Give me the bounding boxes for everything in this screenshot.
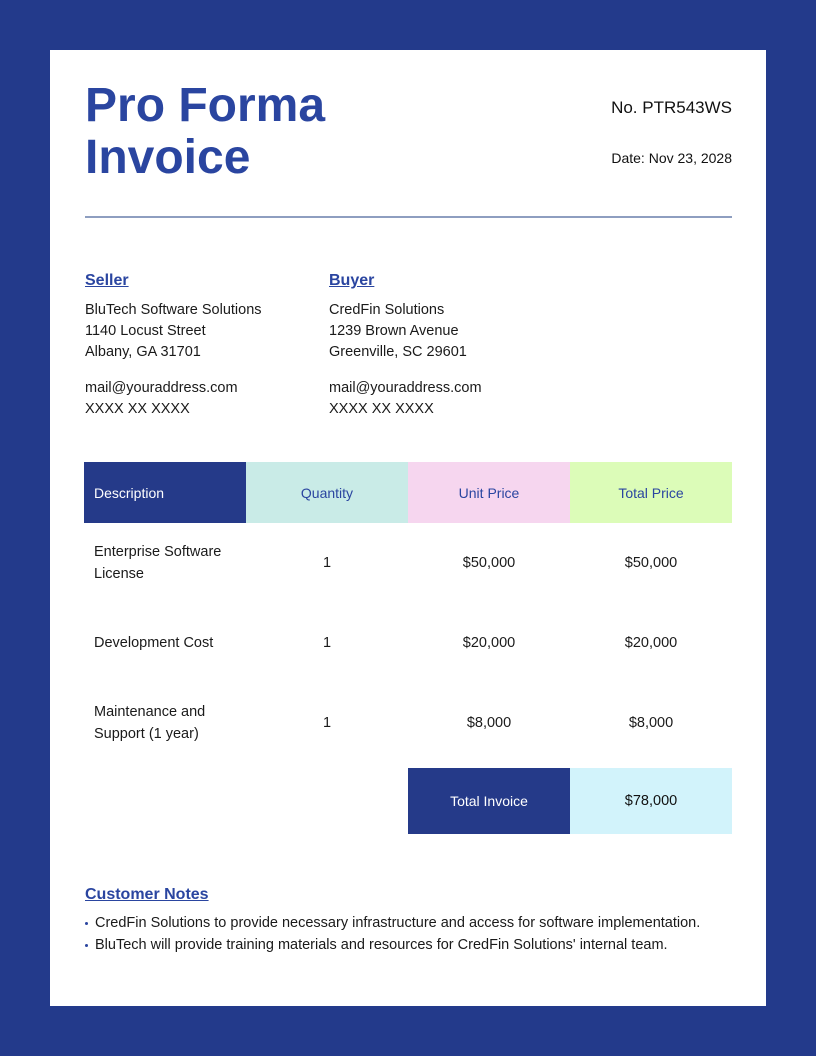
- notes-heading: Customer Notes: [85, 886, 209, 903]
- page-title: [85, 80, 325, 184]
- seller-name: BluTech Software Solutions: [85, 302, 262, 318]
- header-divider: [85, 216, 732, 218]
- row-description: [84, 541, 246, 585]
- row-description: [84, 632, 246, 654]
- row-unit-price: $20,000: [462, 635, 516, 651]
- seller-phone: XXXX XX XXXX: [85, 401, 190, 417]
- seller-heading: Seller: [85, 272, 129, 289]
- invoice-number: No. PTR543WS: [611, 98, 732, 117]
- row-total-price: $8,000: [628, 715, 674, 731]
- customer-notes: [85, 886, 700, 956]
- title-line-2: Invoice: [85, 131, 251, 184]
- row-description-line-1: Maintenance and: [94, 704, 206, 720]
- row-total-price: $20,000: [624, 635, 678, 651]
- seller-block: [85, 270, 262, 420]
- title-line-1: Pro Forma: [85, 79, 326, 132]
- seller-email: mail@youraddress.com: [85, 380, 238, 396]
- row-total-price: $50,000: [624, 555, 678, 571]
- buyer-city: Greenville, SC 29601: [329, 344, 467, 360]
- header-quantity: Quantity: [246, 462, 408, 523]
- row-description-line-1: Development Cost: [94, 635, 214, 651]
- buyer-email: mail@youraddress.com: [329, 380, 482, 396]
- items-table: [84, 462, 732, 763]
- list-item: [85, 934, 700, 956]
- total-invoice-label: Total Invoice: [408, 768, 570, 834]
- seller-street: 1140 Locust Street: [85, 323, 206, 339]
- note-text: CredFin Solutions to provide necessary infrastructure and access for software implementation.: [95, 915, 701, 931]
- row-unit-price: $8,000: [466, 715, 512, 731]
- notes-list: [85, 912, 700, 956]
- table-row: [84, 523, 732, 603]
- buyer-phone: XXXX XX XXXX: [329, 401, 434, 417]
- row-description-line-1: Enterprise Software: [94, 544, 222, 560]
- buyer-block: [329, 270, 482, 420]
- buyer-name: CredFin Solutions: [329, 302, 445, 318]
- table-row: [84, 603, 732, 683]
- row-description-line-2: Support (1 year): [94, 726, 199, 742]
- row-description: [84, 701, 246, 745]
- row-quantity: 1: [322, 635, 332, 651]
- invoice-page: [50, 50, 766, 1006]
- table-header-row: [84, 462, 732, 523]
- bullet-icon: [85, 944, 88, 947]
- header-description: Description: [84, 462, 246, 523]
- buyer-street: 1239 Brown Avenue: [329, 323, 459, 339]
- row-quantity: 1: [322, 715, 332, 731]
- bullet-icon: [85, 922, 88, 925]
- buyer-heading: Buyer: [329, 272, 375, 289]
- header-total-price: Total Price: [570, 462, 732, 523]
- note-text: BluTech will provide training materials and resources for CredFin Solutions' internal team.: [95, 937, 668, 953]
- row-quantity: 1: [322, 555, 332, 571]
- row-description-line-2: License: [94, 566, 144, 582]
- invoice-date: Date: Nov 23, 2028: [611, 150, 732, 166]
- list-item: [85, 912, 700, 934]
- header-unit-price: Unit Price: [408, 462, 570, 523]
- table-row: [84, 683, 732, 763]
- total-invoice-value: $78,000: [570, 768, 732, 834]
- row-unit-price: $50,000: [462, 555, 516, 571]
- seller-city: Albany, GA 31701: [85, 344, 201, 360]
